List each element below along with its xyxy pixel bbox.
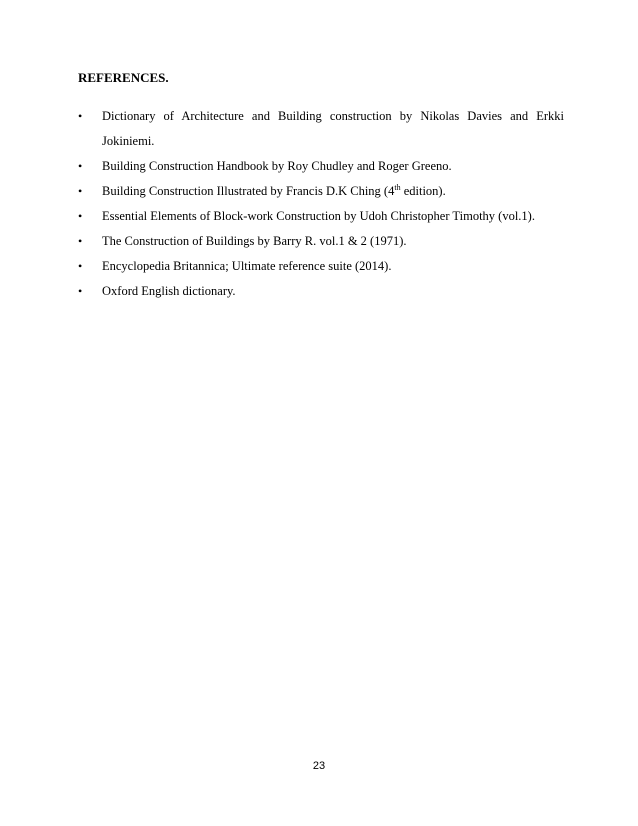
reference-text: Oxford English dictionary.: [102, 284, 236, 298]
bullet-icon: •: [78, 109, 83, 123]
reference-item: [78, 179, 564, 204]
reference-item: [78, 104, 564, 154]
bullet-icon: •: [78, 259, 83, 273]
reference-text: Encyclopedia Britannica; Ultimate reference suite (2014).: [102, 259, 392, 273]
reference-item: [78, 279, 564, 304]
reference-text-part: edition).: [400, 184, 446, 198]
reference-item: [78, 254, 564, 279]
reference-text: Dictionary of Architecture and Building construction by Nikolas Davies and Erkki Jokiniemi.: [102, 109, 564, 148]
reference-item: [78, 154, 564, 179]
page-number: 23: [312, 760, 326, 772]
references-heading: REFERENCES.: [78, 70, 169, 85]
references-list: [78, 104, 564, 304]
reference-text: [102, 184, 446, 198]
reference-text: The Construction of Buildings by Barry R. vol.1 & 2 (1971).: [102, 234, 407, 248]
reference-text: Building Construction Handbook by Roy Chudley and Roger Greeno.: [102, 159, 452, 173]
reference-item: [78, 204, 564, 229]
reference-item: [78, 229, 564, 254]
bullet-icon: •: [78, 234, 83, 248]
reference-text: Essential Elements of Block-work Construction by Udoh Christopher Timothy (vol.1).: [102, 209, 535, 223]
reference-text-part: Building Construction Illustrated by Francis D.K Ching (4: [102, 184, 395, 198]
bullet-icon: •: [78, 159, 83, 173]
reference-superscript: th: [394, 182, 401, 192]
bullet-icon: •: [78, 184, 83, 198]
bullet-icon: •: [78, 284, 83, 298]
bullet-icon: •: [78, 209, 83, 223]
